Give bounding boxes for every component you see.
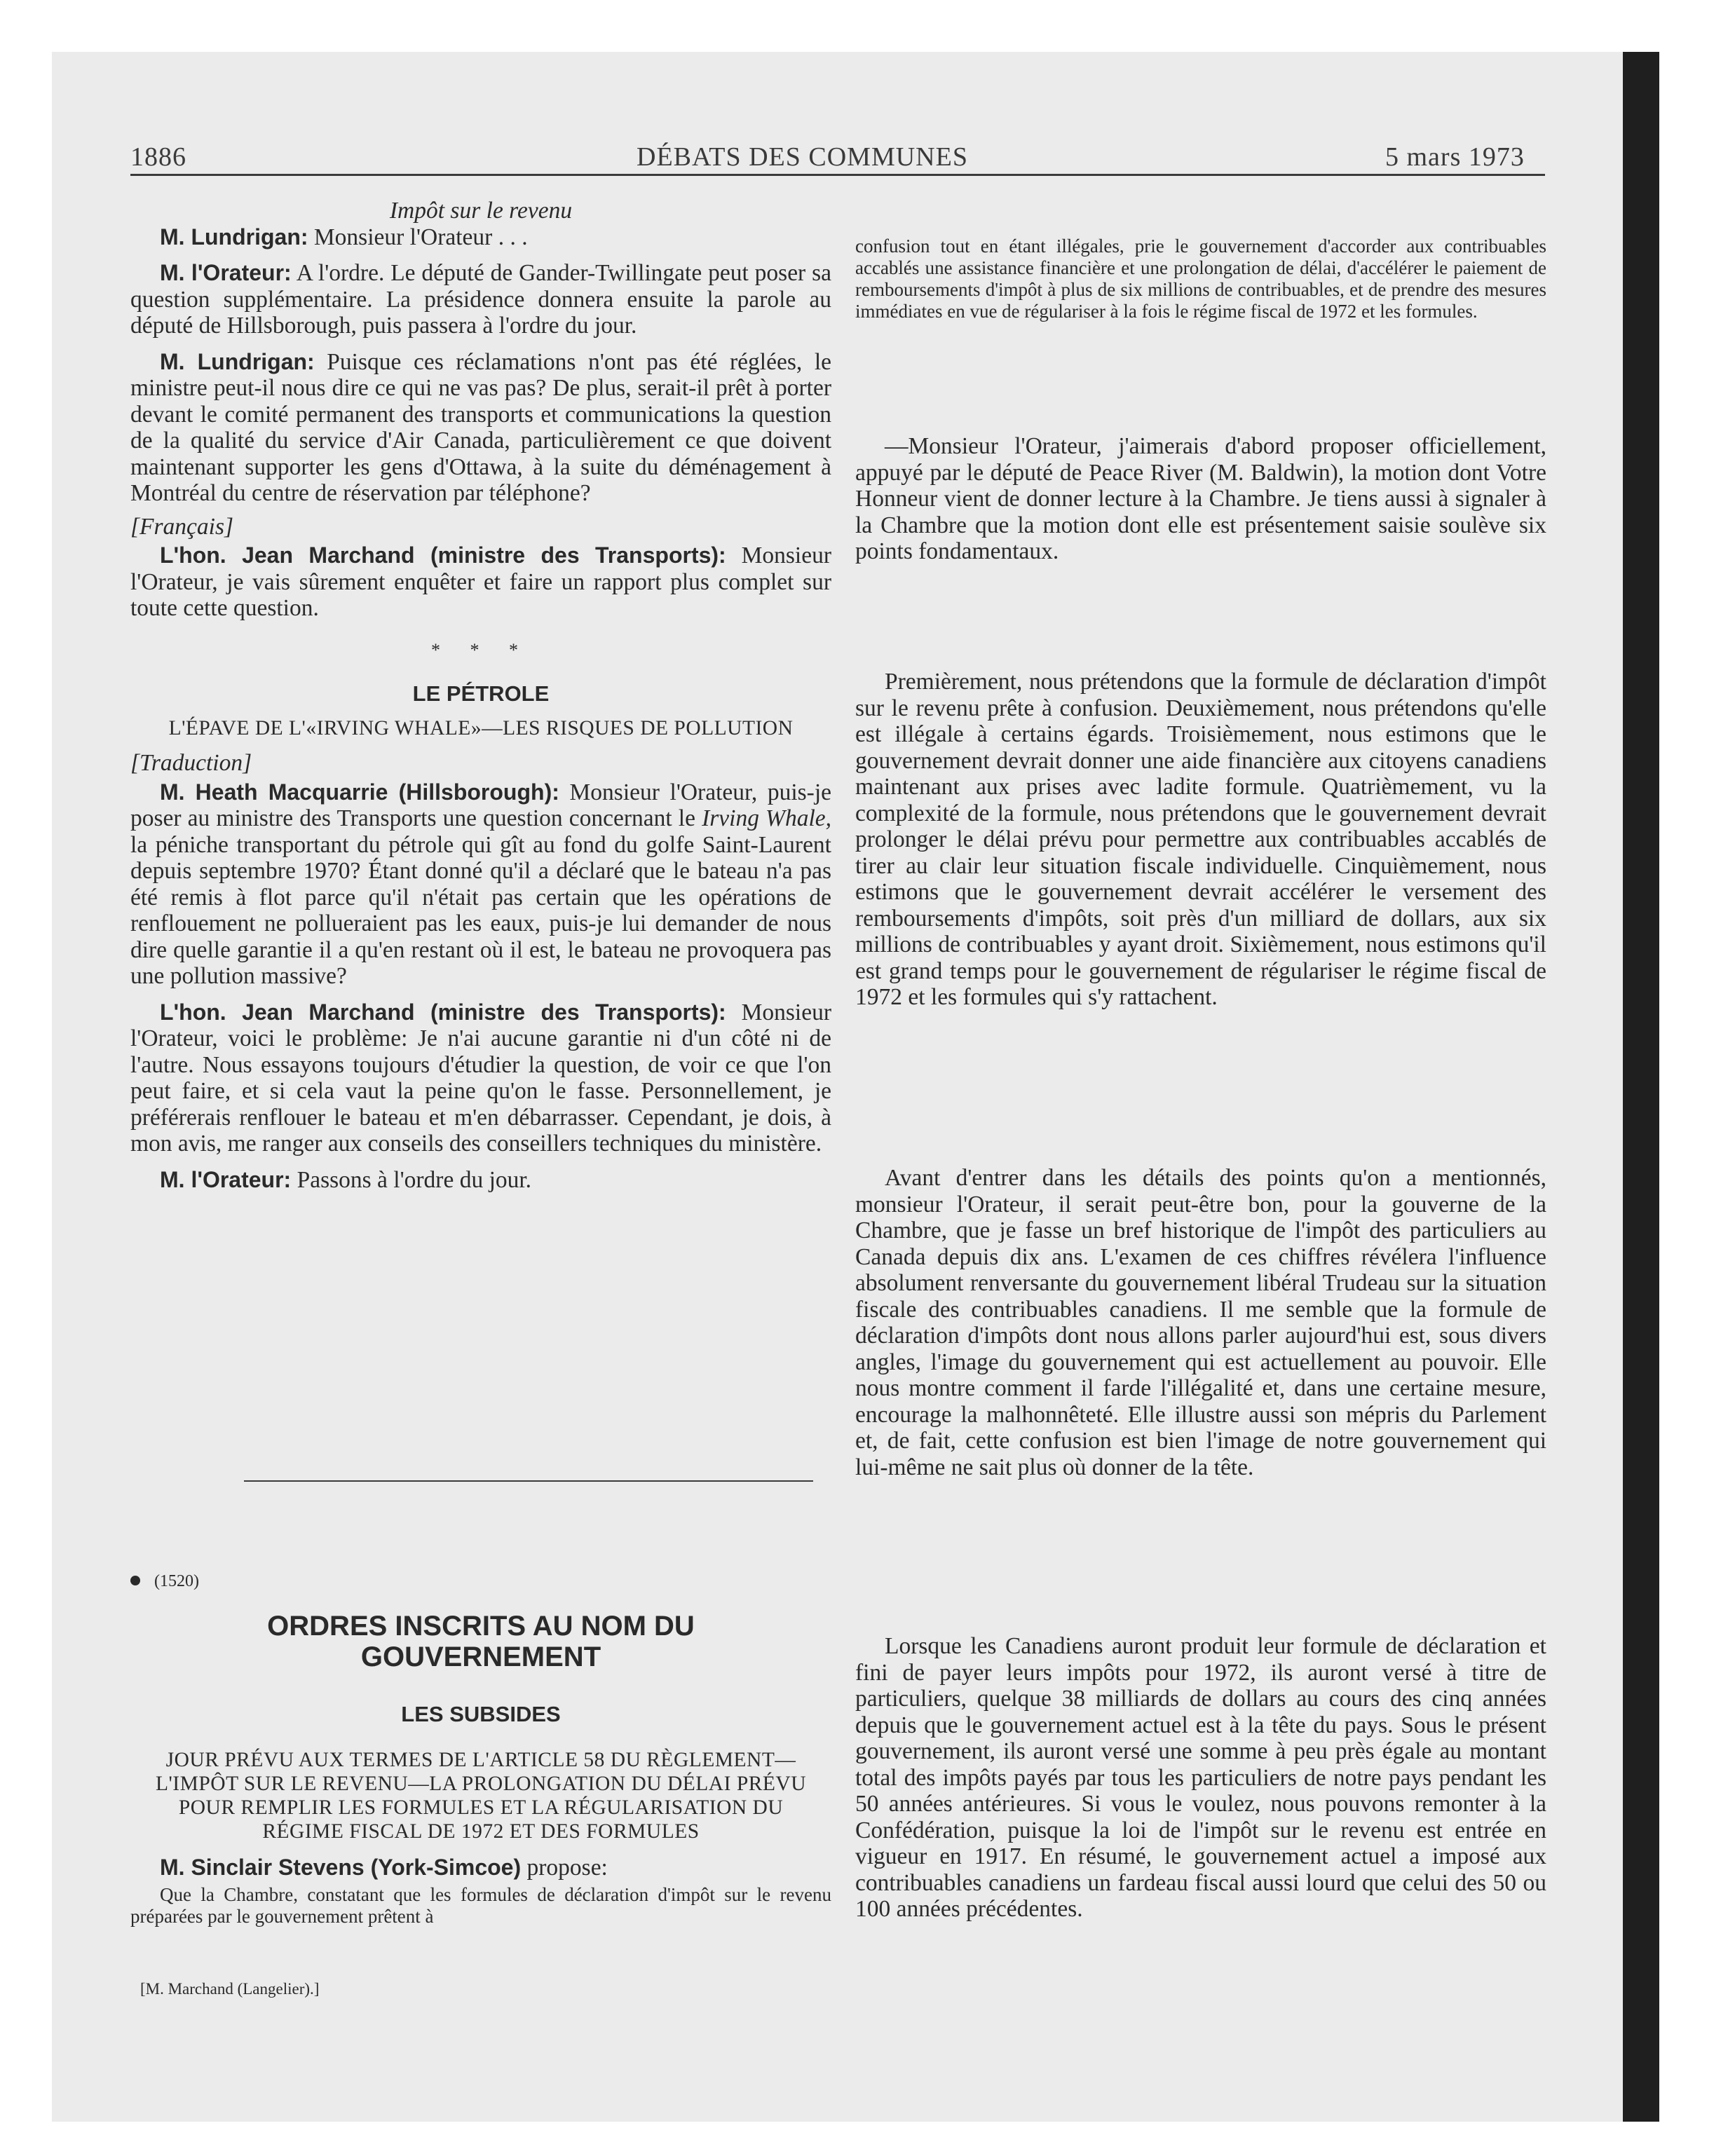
speech-text: Puisque ces réclamations n'ont pas été réglées, le ministre peut-il nous dire ce qui ne vas pas? De plus, serait-il prêt à porter devant le comité permanent des transports et communications la question de la qualité du service d'Air Canada, particulièrement ce que doivent maintenant supporter les gens d'Ottawa, à la suite du déménagement à Montréal du centre de réservation par téléphone?: [130, 348, 832, 506]
header-rule: [130, 174, 1545, 176]
speaker: M. Lundrigan:: [160, 224, 308, 250]
paragraph: —Monsieur l'Orateur, j'aimerais d'abord proposer officiellement, appuyé par le député de Peace River (M. Baldwin), la motion dont Votre Honneur vient de donner lecture à la Chambre. Je tiens aussi à signaler à la Chambre que la motion dont elle est présentement saisie soulève six points fondamentaux.: [855, 433, 1546, 564]
footnote: [M. Marchand (Langelier).]: [140, 1980, 320, 1998]
paragraph: [130, 1855, 831, 1881]
speaker: M. Heath Macquarrie (Hillsborough):: [160, 779, 559, 805]
ship-name: Irving Whale,: [702, 805, 832, 831]
section-subtitle: L'ÉPAVE DE L'«IRVING WHALE»—LES RISQUES DE POLLUTION: [168, 717, 794, 739]
paragraph: [130, 1167, 831, 1194]
speaker: M. Sinclair Stevens (York-Simcoe): [160, 1855, 522, 1880]
section-title: LE PÉTROLE: [412, 681, 550, 706]
right-paragraph-1: [855, 433, 1546, 565]
paragraph: [130, 224, 831, 251]
orders-title: ORDRES INSCRITS AU NOM DU GOUVERNEMENT: [267, 1611, 695, 1672]
time-marker-row: [130, 1571, 199, 1591]
paragraph: Avant d'entrer dans les détails des points qu'on a mentionnés, monsieur l'Orateur, il serait peut-être bon, pour la gouverne de la Chambre, que je fasse un bref historique de l'impôt des particuliers au Canada depuis dix ans. L'examen de ces chiffres révélera l'influence absolument renversante du gouvernement libéral Trudeau sur la situation fiscale des contribuables canadiens. Il me semble que la formule de déclaration d'impôts dont nous allons parler aujourd'hui est, sous divers angles, l'image du gouvernement qui est actuellement au pouvoir. Elle nous montre comment il farde l'illégalité et, dans une certaine mesure, encourage la malhonnêteté. Elle illustre aussi son mépris du Parlement et, de fait, cette confusion est bien l'image de notre gouvernement qui lui-même ne sait plus où donner de la tête.: [855, 1165, 1546, 1480]
speaker: L'hon. Jean Marchand (ministre des Transports):: [160, 543, 726, 568]
speech-text: A l'ordre. Le député de Gander-Twillingate peut poser sa question supplémentaire. La présidence donnera ensuite la parole au député de Hillsborough, puis passera à l'ordre du jour.: [130, 260, 831, 339]
paragraph: [130, 999, 831, 1157]
running-head: Impôt sur le revenu: [389, 198, 573, 224]
scan-edge: [1623, 52, 1659, 2122]
speaker: L'hon. Jean Marchand (ministre des Transports):: [160, 999, 726, 1025]
speech-text: Monsieur l'Orateur, voici le problème: Je n'ai aucune garantie ni d'un côté ni de l'autre. Nous essayons toujours d'étudier la question, de voir ce que l'on peut faire, et si cela vaut la peine qu'on le fasse. Personnellement, je préférerais renflouer le bateau et m'en débarrasser. Cependant, je dois, à mon avis, me ranger aux conseils des conseillers techniques du ministère.: [130, 999, 832, 1157]
orders-section: [130, 1611, 831, 1928]
page-date: 5 mars 1973: [1385, 142, 1525, 172]
time-marker: (1520): [154, 1572, 199, 1590]
page-title: DÉBATS DES COMMUNES: [637, 142, 968, 172]
paragraph: Lorsque les Canadiens auront produit leur formule de déclaration et fini de payer leurs impôts pour 1972, ils auront versé à titre de particuliers, quelque 38 milliards de dollars au cours des cinq années depuis que le gouvernement actuel est à la tête du pays. Sous le présent gouvernement, ils auront versé une somme à peu près égale au montant total des impôts payés par tous les particuliers de notre pays pendant les 50 années antérieures. Si vous le voulez, nous pouvons remonter à la Confédération, puisque la loi de l'impôt sur le revenu est entrée en vigueur en 1917. En résumé, le gouvernement actuel a imposé aux contribuables canadiens un fardeau fiscal aussi lourd que celui des 50 ou 100 années précédentes.: [855, 1633, 1546, 1922]
page-number: 1886: [130, 142, 186, 172]
paragraph: [130, 543, 831, 622]
speech-text: la péniche transportant du pétrole qui gît au fond du golfe Saint-Laurent depuis septembre 1970? Étant donné qu'il a déclaré que le bateau n'a pas été remis à flot parce qu'il n'était pas certain que les opérations de renflouement ne pollueraient pas les eaux, puis-je lui demander de nous dire quelle garantie il a qu'en restant où il est, le bateau ne provoquera pas une pollution massive?: [130, 831, 831, 989]
speech-text: Monsieur l'Orateur, puis-je poser au ministre des Transports une question concernant le: [130, 779, 831, 831]
right-paragraph-3: [855, 1165, 1546, 1480]
language-marker: [Traduction]: [130, 750, 252, 776]
motion-text: Que la Chambre, constatant que les formules de déclaration d'impôt sur le revenu préparées par le gouvernement prêtent à: [130, 1883, 831, 1927]
motion-text: confusion tout en étant illégales, prie le gouvernement d'accorder aux contribuables accablés une assistance financière et une prolongation de délai, d'accélérer le paiement de remboursements d'impôt à plus de six millions de contribuables, et de prendre des mesures immédiates en vue de régulariser à la fois le régime fiscal de 1972 et les formules.: [855, 236, 1546, 322]
right-paragraph-2: [855, 669, 1546, 1011]
paragraph: Premièrement, nous prétendons que la formule de déclaration d'impôt sur le revenu prête à confusion. Deuxièmement, nous prétendons qu'elle est illégale à certains égards. Troisièmement, nous estimons que le gouvernement devrait donner une aide financière aux citoyens canadiens maintenant aux prises avec ladite formule. Quatrièmement, vu la complexité de la formule, nous prétendons que le gouvernement devrait prolonger le délai prévu pour permettre aux contribuables accablés de tirer au clair leur situation fiscale individuelle. Cinquièmement, nous estimons que le gouvernement devrait accélérer le versement des remboursements d'impôts, soit près d'un milliard de dollars, aux six millions de contribuables y ayant droit. Sixièmement, nous estimons qu'il est grand temps pour le gouvernement de régulariser le régime fiscal de 1972 et les formules qui s'y rattachent.: [855, 669, 1546, 1010]
paragraph: [130, 349, 831, 507]
paragraph: [130, 260, 831, 339]
right-paragraph-4: [855, 1633, 1546, 1923]
speech-text: Monsieur l'Orateur, je vais sûrement enquêter et faire un rapport plus complet sur toute cette question.: [130, 543, 832, 621]
subsides-title: LES SUBSIDES: [401, 1702, 561, 1726]
speech-text: Monsieur l'Orateur . . .: [308, 224, 528, 250]
language-marker: [Français]: [130, 513, 234, 540]
order-subtitle: JOUR PRÉVU AUX TERMES DE L'ARTICLE 58 DU RÈGLEMENT—L'IMPÔT SUR LE REVENU—LA PROLONGATION DU DÉLAI PRÉVU POUR REMPLIR LES FORMULES ET LA RÉGULARISATION DU RÉGIME FISCAL DE 1972 ET DES FORMULES: [155, 1749, 807, 1843]
motion-continuation-block: [855, 236, 1546, 322]
speaker: M. l'Orateur:: [160, 260, 292, 285]
speaker: M. l'Orateur:: [160, 1166, 292, 1192]
speech-text: propose:: [521, 1855, 608, 1881]
paragraph: [130, 779, 831, 990]
left-column: [130, 198, 831, 1193]
bullet-icon: [130, 1576, 140, 1585]
speaker: M. Lundrigan:: [160, 348, 315, 374]
speech-text: Passons à l'ordre du jour.: [291, 1166, 532, 1193]
section-separator: * * *: [431, 639, 531, 660]
column-rule: [244, 1480, 813, 1482]
